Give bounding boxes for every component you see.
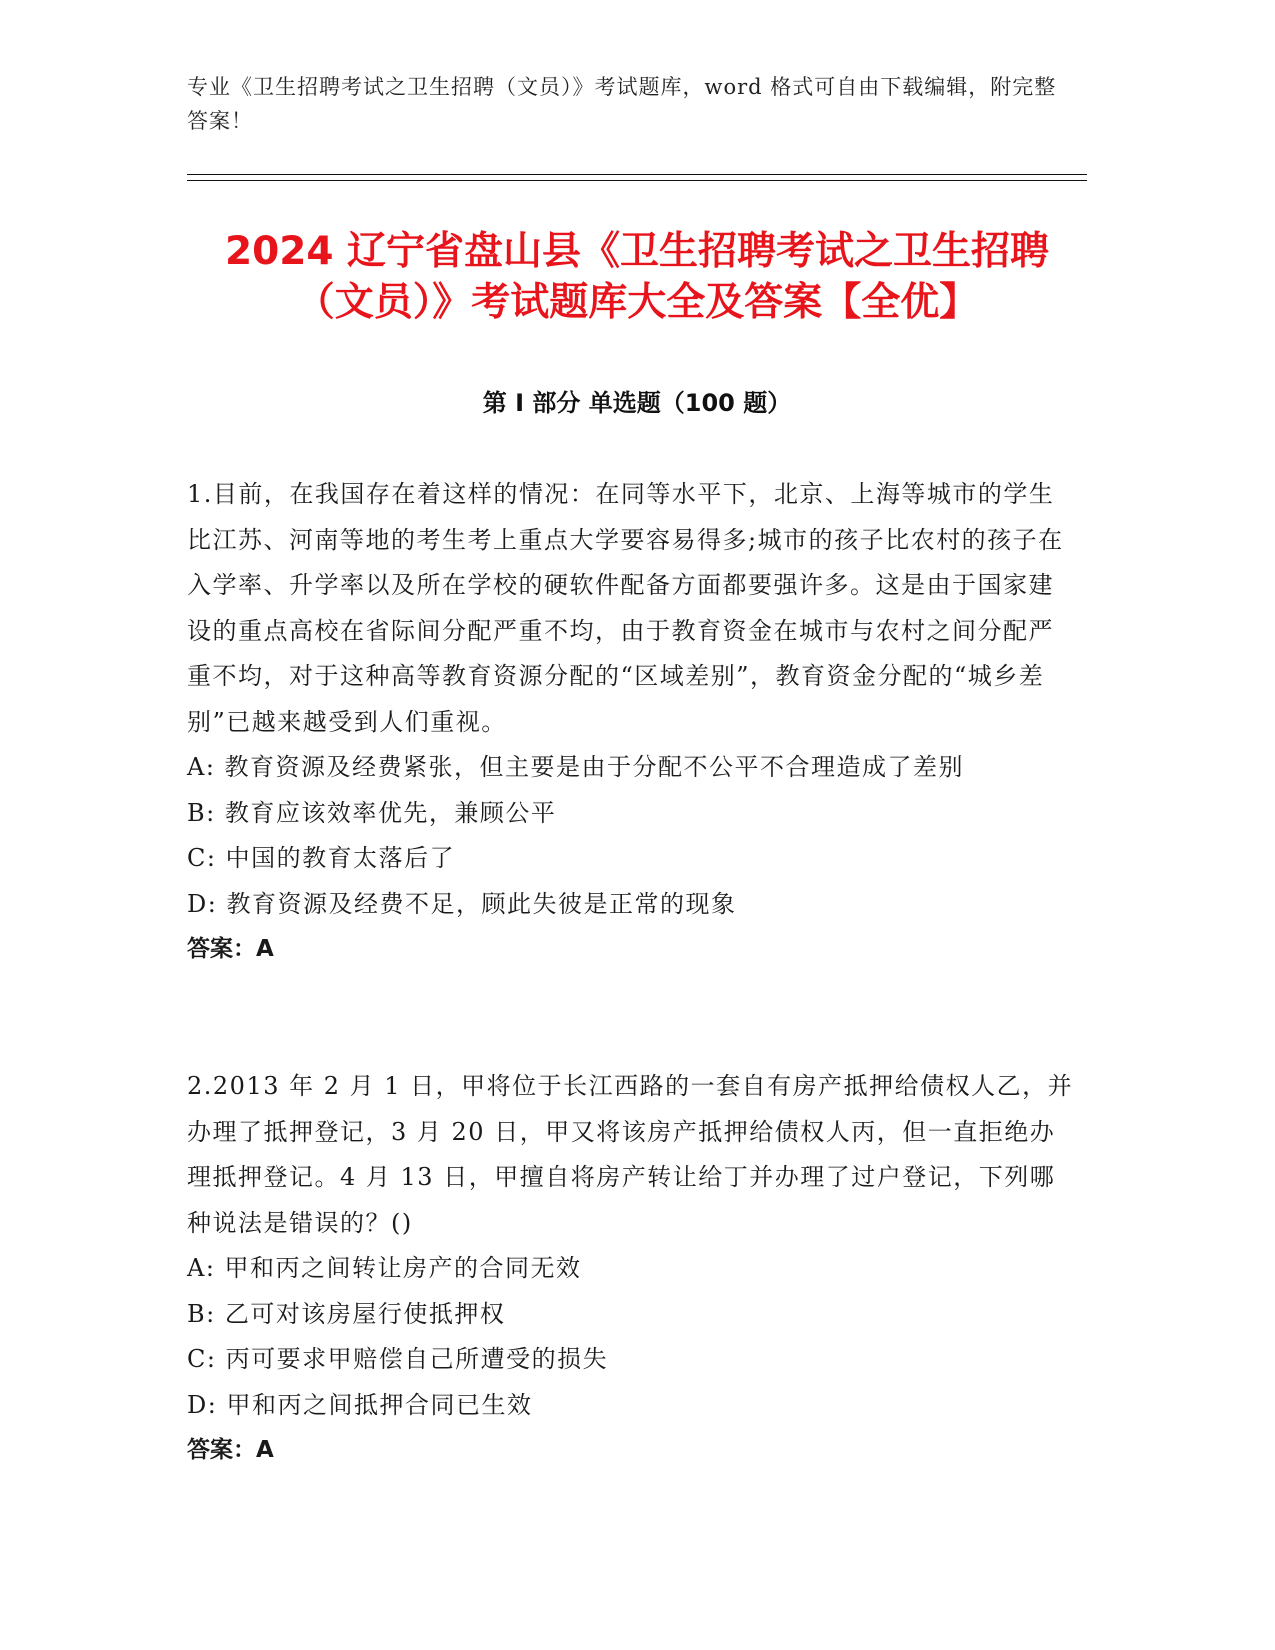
option-c: C: 丙可要求甲赔偿自己所遭受的损失 (187, 1345, 609, 1373)
option-a: A: 甲和丙之间转让房产的合同无效 (187, 1254, 582, 1282)
answer: 答案：A (187, 936, 274, 962)
section-heading: 第 I 部分 单选题（100 题） (482, 389, 792, 417)
question-1 (187, 472, 1077, 973)
option-d: D: 教育资源及经费不足，顾此失彼是正常的现象 (187, 889, 737, 918)
header-note: 专业《卫生招聘考试之卫生招聘（文员）》考试题库，word 格式可自由下载编辑，附完整答案！ (187, 75, 1057, 133)
option-c: C: 中国的教育太落后了 (187, 844, 456, 872)
option-b: B: 乙可对该房屋行使抵押权 (187, 1299, 506, 1328)
option-d: D: 甲和丙之间抵押合同已生效 (187, 1390, 533, 1419)
answer: 答案：A (187, 1437, 274, 1463)
option-a: A: 教育资源及经费紧张，但主要是由于分配不公平不合理造成了差别 (187, 753, 965, 781)
document-title: 2024 辽宁省盘山县《卫生招聘考试之卫生招聘（文员）》考试题库大全及答案【全优】 (224, 229, 1050, 325)
header-divider-top (187, 174, 1087, 175)
option-b: B: 教育应该效率优先，兼顾公平 (187, 798, 557, 827)
question-stem: 1.目前，在我国存在着这样的情况：在同等水平下，北京、上海等城市的学生比江苏、河南等地的考生考上重点大学要容易得多;城市的孩子比农村的孩子在入学率、升学率以及所在学校的硬软件配备方面都要强许多。这是由于国家建设的重点高校在省际间分配严重不均，由于教育资金在城市与农村之间分配严重不均，对于这种高等教育资源分配的“区域差别”，教育资金分配的“城乡差别”已越来越受到人们重视。 (187, 480, 1064, 736)
question-stem: 2.2013 年 2 月 1 日，甲将位于长江西路的一套自有房产抵押给债权人乙，并办理了抵押登记，3 月 20 日，甲又将该房产抵押给债权人丙，但一直拒绝办理抵押登记。4 月 13 日，甲擅自将房产转让给丁并办理了过户登记，下列哪种说法是错误的？() (187, 1072, 1074, 1237)
header-divider-bottom (187, 180, 1087, 181)
question-2 (187, 1064, 1077, 1474)
